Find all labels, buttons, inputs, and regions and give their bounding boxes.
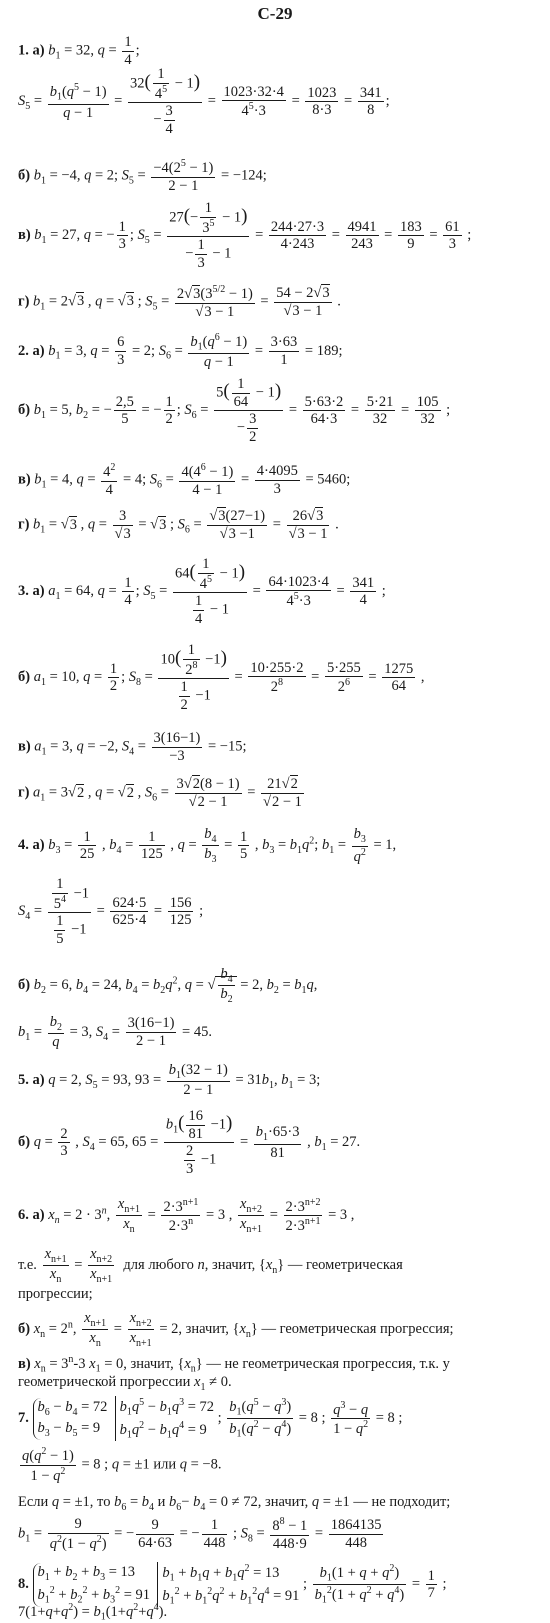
line-5a: 5. а) q = 2, $S_5 = 93$, 93 = $\frac{b_1(32 - 1)}{2 - 1}$ = $31b_1$, $b_1 = 3$; <box>18 1062 321 1099</box>
line-4a: 4. а) $b_3$ = $\frac{1}{25}$ , $b_4$ = $\frac{1}{125}$ , q = $\frac{b_4}{b_3}$ = $\frac{1}{5}$ , $b_3 = b_1q^2$; $b_1$ = $\frac{b_3}{q^2}$ = 1, <box>18 826 397 866</box>
page-title: С-29 <box>257 4 293 23</box>
line-8-system: 8. $b_1 + b_2 + b_3 = 13$ $b_1^2 + b_2^2 + b_3^2 = 91$ $b_1 + b_1q + b_1q^2 = 13$ $b_1^2 + b_1^2q^2 + b_1^2q^4 = 91$ ; $\frac{b_1(1 + q + q^2)}{b_1^2(1 + q^2 + q^4)}$ = $\frac{1}{7}$ ; <box>18 1563 447 1607</box>
line-8-result: $7(1+q+q^2) = b_1(1+q^2+q^4)$. <box>18 1602 168 1623</box>
line-6a-conclusion: т.е. $\frac{x_{n+1}}{x_n}$ = $\frac{x_{n+2}}{x_{n+1}}$ для любого n, значит, $\{x_n\}$ — геометрическая <box>18 1246 403 1286</box>
line-4b-sum: $b_1$ = $\frac{b_2}{q}$ = 3, $S_4$ = $\frac{3(16-1)}{2 - 1}$ = 45. <box>18 1014 212 1051</box>
line-5b: б) q = $\frac{2}{3}$ , $S_4 = 65$, 65 = $b_1$( $\frac{16}{81}$ −1) $\frac{2}{3}$ −1 = $\frac{b_1\cdot 65\cdot 3}{81}$ , $b_1 = 27$. <box>18 1108 361 1178</box>
line-7-result: $b_1$ = $\frac{9}{q^2(1 - q^2)}$ = − $\frac{9}{64\cdot 63}$ = − $\frac{1}{448}$ ; $S_8$ = $\frac{8^8 - 1}{448\cdot 9}$ = $\frac{1864135}{448}$ <box>18 1516 382 1552</box>
line-1b: б) $b_1 = -4$, q = 2; $S_5$ = $\frac{-4(2^5 - 1)}{2 - 1}$ = −124; <box>18 158 267 194</box>
line-7-system: 7. $b_6 - b_4 = 72$ $b_3 - b_5 = 9$ $b_1q^5 - b_1q^3 = 72$ $b_1q^2 - b_1q^4 = 9$ ; $\frac{b_1(q^5 - q^3)}{b_1(q^2 - q^4)}$ = 8 ; $\frac{q^3 - q}{1 - q^2}$ = 8 ; <box>18 1397 403 1441</box>
line-1a-sum: $S_5$ = $\frac{b_1(q^5 - 1)}{q - 1}$ = 32( $\frac{1}{4^5}$ − 1) − $\frac{3}{4}$ = $\frac{1023\cdot 32\cdot 4}{4^5\cdot 3}$ = $\frac{1023}{8\cdot 3}$ = $\frac{341}{8}$ ; <box>18 66 390 137</box>
line-6a: 6. а) $x_n = 2 \cdot 3^n$, $\frac{x_{n+1}}{x_n}$ = $\frac{2\cdot 3^{n+1}}{2\cdot 3^n}$ = 3 , $\frac{x_{n+2}}{x_{n+1}}$ = $\frac{2\cdot 3^{n+2}}{2\cdot 3^{n+1}}$ = 3 , <box>18 1196 355 1236</box>
line-3v: в) $a_1 = 3$, q = −2, $S_4$ = $\frac{3(16-1)}{-3}$ = −15; <box>18 730 247 764</box>
line-3a: 3. а) $a_1 = 64$, q = $\frac{1}{4}$ ; $S_5$ = 64( $\frac{1}{4^5}$ − 1) $\frac{1}{4}$ − 1 = $\frac{64\cdot 1023\cdot 4}{4^5\cdot 3}$ = $\frac{341}{4}$ ; <box>18 556 386 627</box>
line-1v: в) $b_1 = 27$, q = − $\frac{1}{3}$ ; $S_5$ = 27(− $\frac{1}{3^5}$ − 1) − $\frac{1}{3}$ − 1 = $\frac{244\cdot 27\cdot 3}{4\cdot 243}$ = $\frac{4941}{243}$ = $\frac{183}{9}$ = $\frac{61}{3}$ ; <box>18 200 472 271</box>
line-6v: в) $x_n = 3^n-3$ $x_1 = 0$, значит, $\{x_n\}$ — не геометрическая прогрессия, т.к. у <box>18 1354 450 1375</box>
line-1g: г) $b_1 = 2√3$ , q = √3 ; $S_5$ = $\frac{2√3(3^{5/2} - 1)}{√3 - 1}$ = $\frac{54 - 2√3}{√3 - 1}$ . <box>18 284 341 320</box>
line-6v-2: геометрической прогрессии $x_1 \ne 0$. <box>18 1374 232 1393</box>
line-7-check: Если q = ±1, то $b_6 = b_4$ и $b_6- b_4 = 0 \ne 72$, значит, q = ±1 — не подходит; <box>18 1494 451 1513</box>
line-2a: 2. а) $b_1 = 3$, q = $\frac{6}{3}$ = 2; $S_6$ = $\frac{b_1(q^6 - 1)}{q - 1}$ = $\frac{3\cdot 63}{1}$ = 189; <box>18 332 343 371</box>
line-7-solve: $\frac{q(q^2 - 1)}{1 - q^2}$ = 8 ; q = ±1 или q = −8. <box>22 1446 222 1484</box>
line-2b: б) $b_1 = 5$, $b_2$ = − $\frac{2,5}{5}$ = − $\frac{1}{2}$ ; $S_6$ = 5( $\frac{1}{64}$ − 1) − $\frac{3}{2}$ = $\frac{5\cdot 63\cdot 2}{64\cdot 3}$ = $\frac{5\cdot 21}{32}$ = $\frac{105}{32}$ ; <box>18 376 451 446</box>
line-1a: 1. а) $b_1 = 32$, q = $\frac{1}{4}$ ; <box>18 34 140 68</box>
line-2g: г) $b_1 = √3$ , q = $\frac{3}{√3}$ = √3 ; $S_6$ = $\frac{√3(27-1)}{√3 -1}$ = $\frac{26√3}{√3 - 1}$ . <box>18 508 339 542</box>
line-4a-sum: $S_4$ = $\frac{1}{5^4}$ −1 $\frac{1}{5}$ −1 = $\frac{624\cdot 5}{625\cdot 4}$ = $\frac{156}{125}$ ; <box>18 876 204 947</box>
line-4b: б) $b_2 = 6$, $b_4 = 24$, $b_4 = b_2q^2$, q = √ $\frac{b_4}{b_2}$ = 2, $b_2 = b_1q$, <box>18 966 318 1006</box>
line-3g: г) $a_1 = 3√2$ , q = √2 , $S_6$ = $\frac{3√2(8 - 1)}{√2 - 1}$ = $\frac{21√2}{√2 - 1}$ <box>18 776 302 810</box>
line-2v: в) $b_1 = 4$, q = $\frac{4^2}{4}$ = 4; $S_6$ = $\frac{4(4^6 - 1)}{4 - 1}$ = $\frac{4\cdot 4095}{3}$ = 5460; <box>18 462 351 498</box>
line-6b: б) $x_n = 2^n$, $\frac{x_{n+1}}{x_n}$ = $\frac{x_{n+2}}{x_{n+1}}$ = 2, значит, $\{x_n\}$ — геометрическая прогрессия; <box>18 1310 454 1350</box>
line-3b: б) $a_1 = 10$, q = $\frac{1}{2}$ ; $S_8$ = 10( $\frac{1}{2^8}$ −1) $\frac{1}{2}$ −1 = $\frac{10\cdot 255\cdot 2}{2^8}$ = $\frac{5\cdot 255}{2^6}$ = $\frac{1275}{64}$ , <box>18 642 425 713</box>
line-6a-conclusion-2: прогрессии; <box>18 1286 93 1302</box>
